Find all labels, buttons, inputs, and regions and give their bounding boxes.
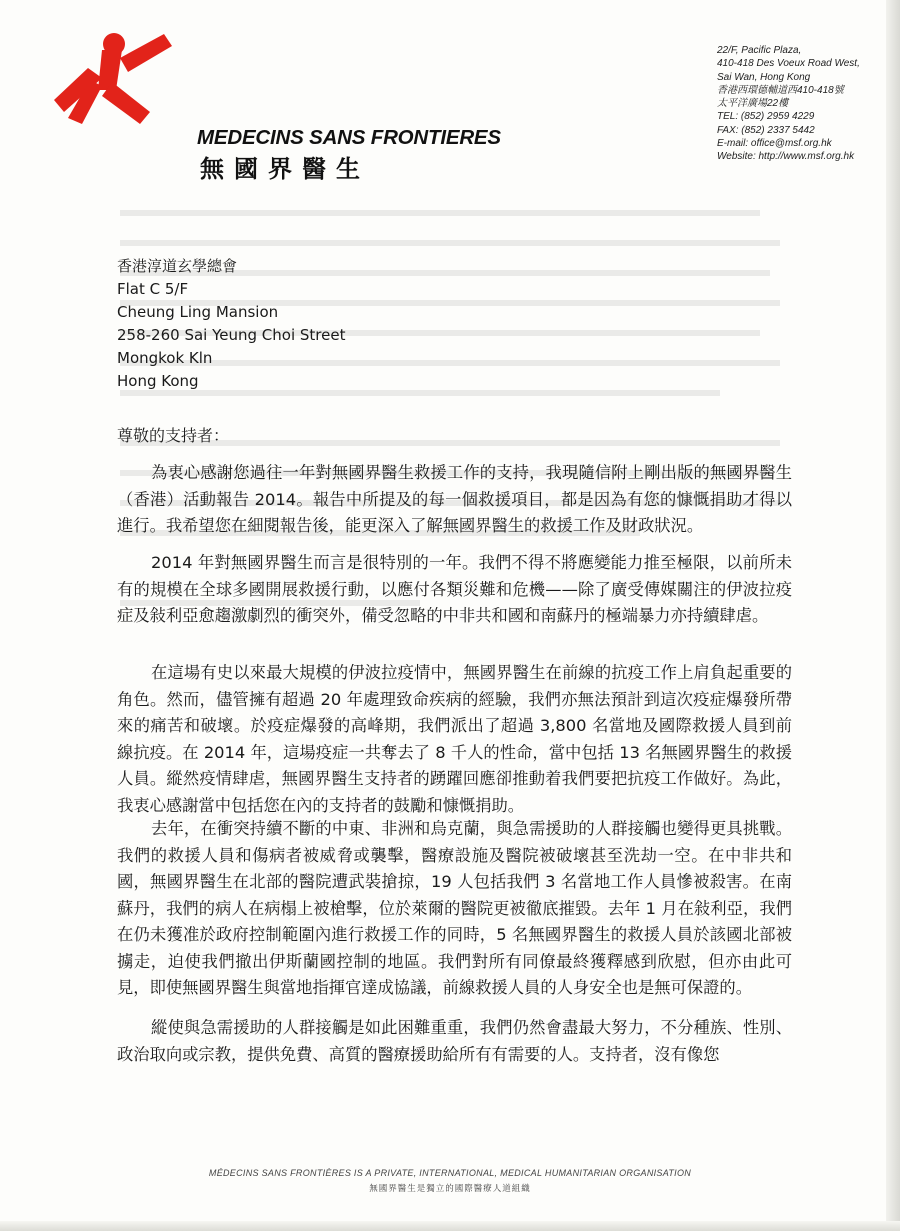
recipient-line: Mongkok Kln — [117, 349, 213, 367]
address-line: 410-418 Des Voeux Road West, — [717, 58, 860, 70]
footer-tagline-zh: 無國界醫生是獨立的國際醫療人道組織 — [369, 1184, 531, 1194]
recipient-line: Flat C 5/F — [117, 280, 189, 298]
address-line: 香港西環德輔道西410-418號 — [717, 84, 844, 96]
address-line: Sai Wan, Hong Kong — [717, 71, 811, 83]
address-line: TEL: (852) 2959 4229 — [717, 111, 815, 123]
body-paragraph: 去年，在衝突持續不斷的中東、非洲和烏克蘭，與急需援助的人群接觸也變得更具挑戰。我們的救援人員和傷病者被威脅或襲擊，醫療設施及醫院被破壞甚至洗劫一空。在中非共和國，無國界醫生在北部的醫院遭武裝搶掠，19 人包括我們 3 名當地工作人員慘被殺害。在南蘇丹，我們的病人在病榻上被槍擊，位於萊爾的醫院更被徹底摧毀。去年 1 月在敍利亞，我們在仍未獲准於政府控制範圍內進行救援工作的同時，5 名無國界醫生的救援人員於該國北部被擄走，迫使我們撤出伊斯蘭國控制的地區。我們對所有同僚最終獲釋感到欣慰，但亦由此可見，即使無國界醫生與當地指揮官達成協議，前線救援人員的人身安全也是無可保證的。 — [117, 819, 792, 997]
recipient-line: Cheung Ling Mansion — [117, 303, 279, 321]
address-line: E-mail: office@msf.org.hk — [717, 138, 832, 150]
body-paragraph: 2014 年對無國界醫生而言是很特別的一年。我們不得不將應變能力推至極限，以前所未有的規模在全球多國開展救援行動，以應付各類災難和危機——除了廣受傳媒關注的伊波拉疫症及敍利亞愈趨激劇烈的衝突外，備受忽略的中非共和國和南蘇丹的極端暴力亦持續肆虐。 — [117, 553, 792, 625]
running-man-logo-icon — [52, 28, 212, 128]
page-bottom-shadow — [0, 1221, 900, 1231]
body-paragraph: 縱使與急需援助的人群接觸是如此困難重重，我們仍然會盡最大努力，不分種族、性別、政治取向或宗教，提供免費、高質的醫療援助給所有有需要的人。支持者，沒有像您 — [117, 1018, 792, 1064]
org-name-zh: 無國界醫生 — [200, 155, 370, 183]
salutation: 尊敬的支持者： — [117, 426, 230, 445]
recipient-address — [117, 255, 345, 393]
footer-tagline-en: MÉDECINS SANS FRONTIÈRES IS A PRIVATE, INTERNATIONAL, MEDICAL HUMANITARIAN ORGANISATION — [208, 1168, 692, 1178]
msf-logo — [52, 28, 501, 183]
body-paragraph: 為衷心感謝您過往一年對無國界醫生救援工作的支持，我現隨信附上剛出版的無國界醫生（香港）活動報告 2014。報告中所提及的每一個救援項目，都是因為有您的慷慨捐助才得以進行。我希望您在細閱報告後，能更深入了解無國界醫生的救援工作及財政狀況。 — [117, 463, 792, 535]
org-name-en: MEDECINS SANS FRONTIERES — [197, 126, 501, 149]
page-edge-shadow — [886, 0, 900, 1231]
recipient-line: 香港淳道玄學總會 — [117, 257, 238, 275]
address-line: 太平洋廣場22樓 — [717, 98, 789, 110]
recipient-line: Hong Kong — [117, 372, 199, 390]
address-line: 22/F, Pacific Plaza, — [717, 45, 802, 56]
org-address-block — [717, 44, 887, 164]
recipient-line: 258-260 Sai Yeung Choi Street — [117, 326, 346, 344]
address-line: Website: http://www.msf.org.hk — [717, 151, 855, 163]
address-line: FAX: (852) 2337 5442 — [717, 124, 815, 136]
body-paragraph: 在這場有史以來最大規模的伊波拉疫情中，無國界醫生在前線的抗疫工作上肩負起重要的角色。然而，儘管擁有超過 20 年處理致命疾病的經驗，我們亦無法預計到這次疫症爆發所帶來的痛苦和破壞。於疫症爆發的高峰期，我們派出了超過 3,800 名當地及國際救援人員到前線抗疫。在 2014 年，這場疫症一共奪去了 8 千人的性命，當中包括 13 名無國界醫生的救援人員。縱然疫情肆虐，無國界醫生支持者的踴躍回應卻推動着我們要把抗疫工作做好。為此，我衷心感謝當中包括您在內的支持者的鼓勵和慷慨捐助。 — [117, 663, 792, 815]
